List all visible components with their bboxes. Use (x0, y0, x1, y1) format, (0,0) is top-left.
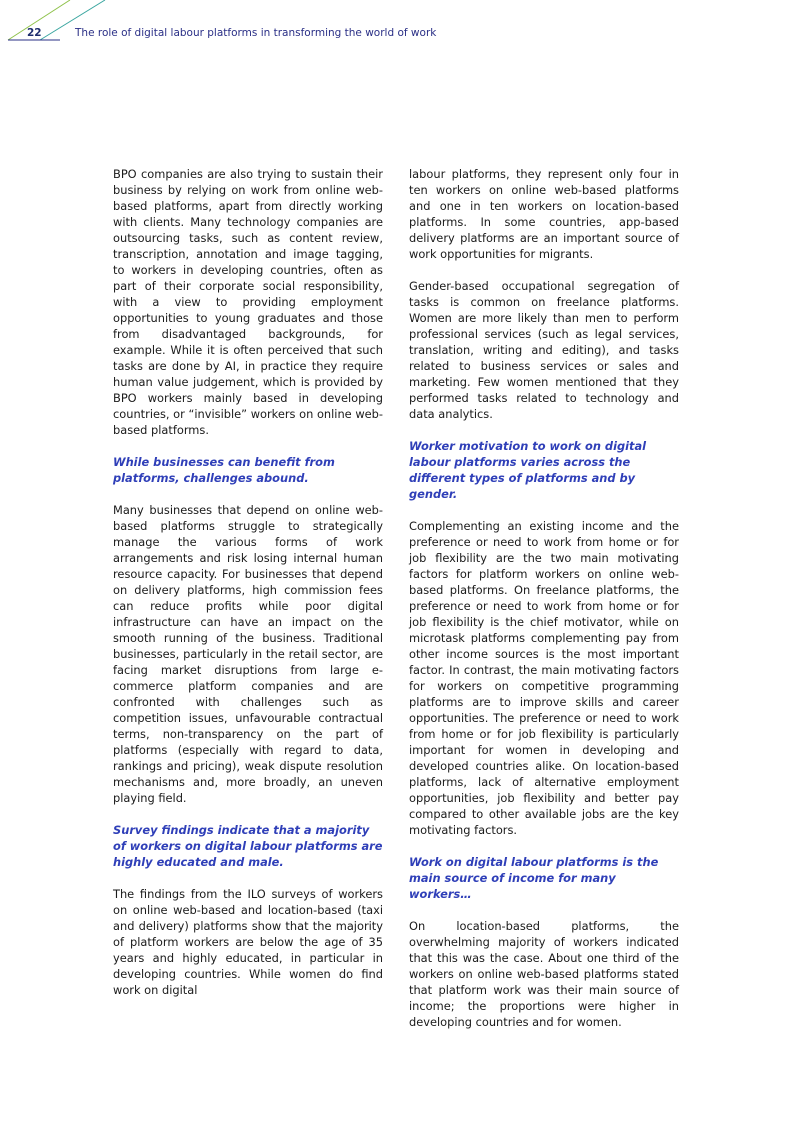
right-paragraph-2: Gender-based occupational segregation of tasks is common on freelance platforms. Women are more likely than men to perform professional services (such as legal services, translation, writing and editing), and tasks related to business services or sales and marketing. Few women mentioned that they performed tasks related to technology and data analytics. (409, 279, 679, 421)
left-subheading-2: Survey findings indicate that a majority of workers on digital labour platforms are highly educated and male. (113, 823, 383, 869)
right-paragraph-4: On location-based platforms, the overwhelming majority of workers indicated that this was the case. About one third of the workers on online web-based platforms stated that platform work was their main source of income; the proportions were higher in developing countries and for women. (409, 919, 679, 1029)
right-subheading-2: Work on digital labour platforms is the main source of income for many workers… (409, 855, 659, 901)
right-column (409, 166, 679, 1046)
left-paragraph-3: The findings from the ILO surveys of workers on online web-based and location-based (taxi and delivery) platforms show that the majority of platform workers are below the age of 35 years and highly educated, in particular in developing countries. While women do find work on digital (113, 887, 383, 997)
left-subheading-1: While businesses can benefit from platforms, challenges abound. (113, 455, 335, 485)
page-number: 22 (27, 27, 42, 39)
right-paragraph-3: Complementing an existing income and the preference or need to work from home or for job flexibility are the two main motivating factors for platform workers on online web-based platforms. On freelance platforms, the preference or need to work from home or for job flexibility is the chief motivator, while on microtask platforms complementing pay from other income sources is the most important factor. In contrast, the main motivating factors for workers on competitive programming platforms are to improve skills and career opportunities. The preference or need to work from home or for job flexibility is particularly important for women in developing and developed countries alike. On location-based platforms, lack of alternative employment opportunities, job flexibility and better pay compared to other available jobs are the key motivating factors. (409, 519, 679, 837)
right-subheading-1: Worker motivation to work on digital labour platforms varies across the different types of platforms and by gender. (409, 439, 647, 501)
running-title: The role of digital labour platforms in transforming the world of work (75, 27, 437, 39)
right-paragraph-1: labour platforms, they represent only four in ten workers on online web-based platforms and one in ten workers on location-based platforms. In some countries, app-based delivery platforms are an important source of work opportunities for migrants. (409, 167, 679, 261)
left-paragraph-2: Many businesses that depend on online web-based platforms struggle to strategically manage the various forms of work arrangements and risk losing internal human resource capacity. For businesses that depend on delivery platforms, high commission fees can reduce profits while poor digital infrastructure can have an impact on the smooth running of the business. Traditional businesses, particularly in the retail sector, are facing market disruptions from large e-commerce platform companies and are confronted with challenges such as competition issues, unfavourable contractual terms, non-transparency on the part of platforms (especially with regard to data, rankings and pricing), weak dispute resolution mechanisms and, more broadly, an uneven playing field. (113, 503, 383, 805)
left-column (113, 166, 383, 1014)
left-paragraph-1: BPO companies are also trying to sustain their business by relying on work from online web-based platforms, apart from directly working with clients. Many technology companies are outsourcing tasks, such as content review, transcription, annotation and image tagging, to workers in developing countries, often as part of their corporate social responsibility, with a view to providing employment opportunities to young graduates and those from disadvantaged backgrounds, for example. While it is often perceived that such tasks are done by AI, in practice they require human value judgement, which is provided by BPO workers mainly based in developing countries, or “invisible” workers on online web-based platforms. (113, 167, 383, 437)
